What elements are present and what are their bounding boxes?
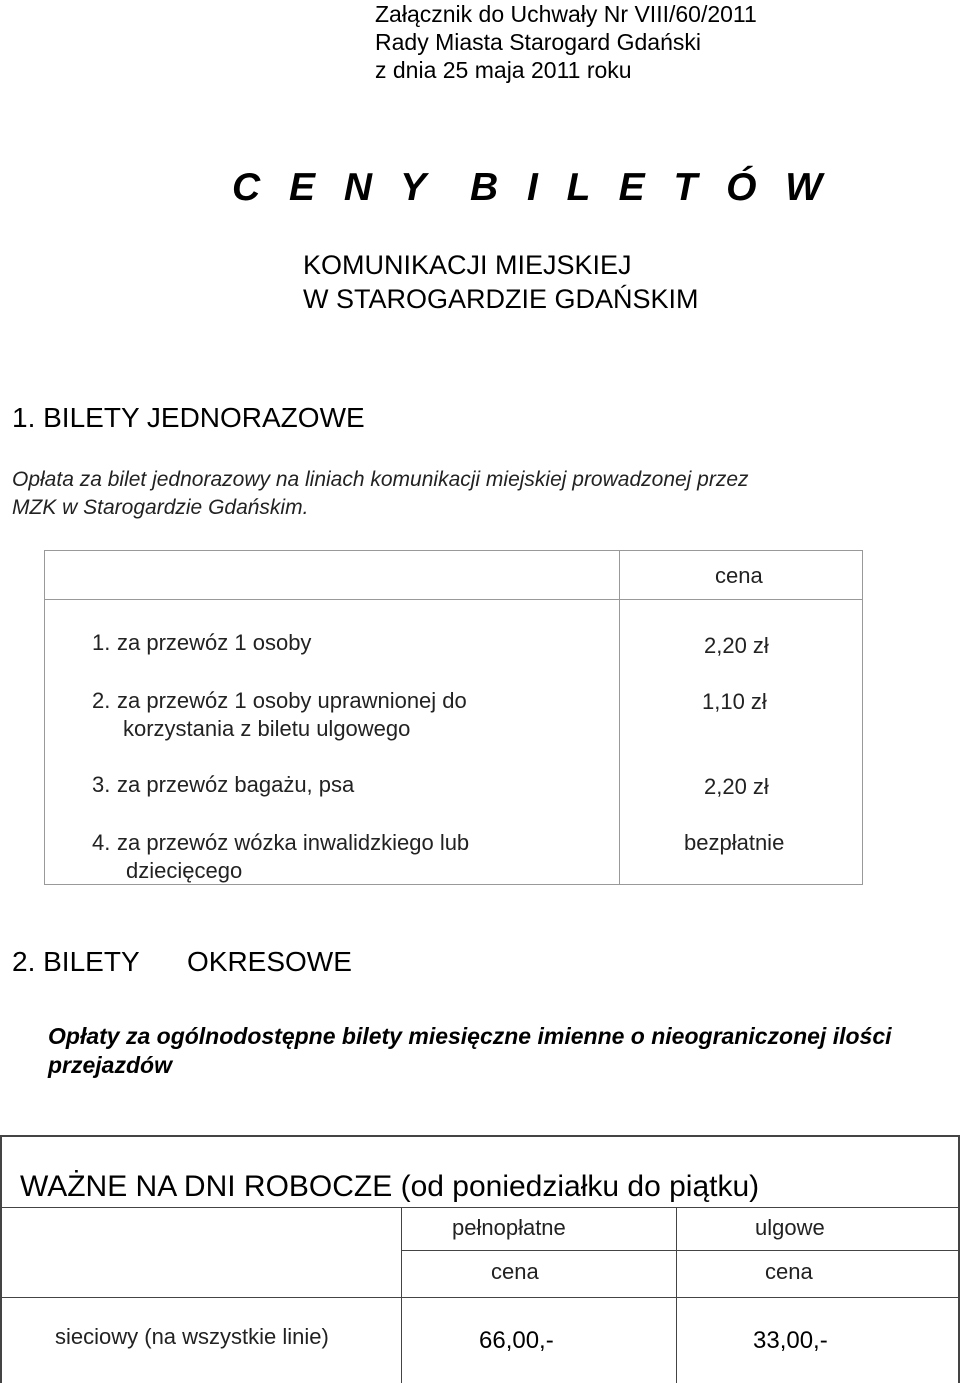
- full-fare-price-subheader: cena: [491, 1259, 539, 1284]
- section1-description-line-1: Opłata za bilet jednorazowy na liniach komunikacji miejskiej prowadzonej przez: [12, 468, 749, 491]
- attachment-line-2: Rady Miasta Starogard Gdański: [375, 29, 701, 55]
- network-ticket-label: sieciowy (na wszystkie linie): [55, 1324, 329, 1349]
- row2-label-cont: korzystania z biletu ulgowego: [123, 716, 411, 741]
- section2-description-line-2: przejazdów: [48, 1052, 172, 1078]
- reduced-fare-price-subheader: cena: [765, 1259, 813, 1284]
- reduced-fare-column-header: ulgowe: [755, 1215, 825, 1240]
- section2-heading-number: 2. BILETY: [12, 946, 140, 977]
- network-reduced-fare-price: 33,00,-: [753, 1327, 828, 1354]
- full-fare-column-header: pełnopłatne: [452, 1215, 566, 1240]
- price-column-header: cena: [715, 563, 763, 588]
- section2-heading-word: OKRESOWE: [187, 946, 352, 977]
- section1-heading: 1. BILETY JEDNORAZOWE: [12, 402, 365, 433]
- title-word-tickets: B I L E T Ó W: [470, 166, 832, 209]
- attachment-line-3: z dnia 25 maja 2011 roku: [375, 57, 632, 83]
- row1-number: 1.: [92, 630, 111, 655]
- row4-label: za przewóz wózka inwalidzkiego lub: [117, 830, 470, 855]
- subtitle-line-2: W STAROGARDZIE GDAŃSKIM: [303, 284, 699, 314]
- row3-number: 3.: [92, 772, 111, 797]
- row4-price: bezpłatnie: [684, 830, 785, 855]
- title-word-prices: C E N Y: [232, 166, 436, 209]
- section1-description-line-2: MZK w Starogardzie Gdańskim.: [12, 496, 309, 519]
- row1-label: za przewóz 1 osoby: [117, 630, 312, 655]
- row4-number: 4.: [92, 830, 111, 855]
- row2-label: za przewóz 1 osoby uprawnionej do: [117, 688, 467, 713]
- row3-label: za przewóz bagażu, psa: [117, 772, 355, 797]
- row4-label-cont: dziecięcego: [126, 858, 243, 883]
- row1-price: 2,20 zł: [704, 633, 769, 658]
- section2-description-line-1: Opłaty za ogólnodostępne bilety miesięczne imienne o nieograniczonej ilości: [48, 1023, 892, 1049]
- row2-price: 1,10 zł: [702, 689, 767, 714]
- row2-number: 2.: [92, 688, 111, 713]
- weekday-validity-banner: WAŻNE NA DNI ROBOCZE (od poniedziałku do piątku): [20, 1170, 760, 1203]
- network-full-fare-price: 66,00,-: [479, 1327, 554, 1354]
- row3-price: 2,20 zł: [704, 774, 769, 799]
- subtitle-line-1: KOMUNIKACJI MIEJSKIEJ: [303, 250, 632, 280]
- attachment-line-1: Załącznik do Uchwały Nr VIII/60/2011: [375, 1, 757, 27]
